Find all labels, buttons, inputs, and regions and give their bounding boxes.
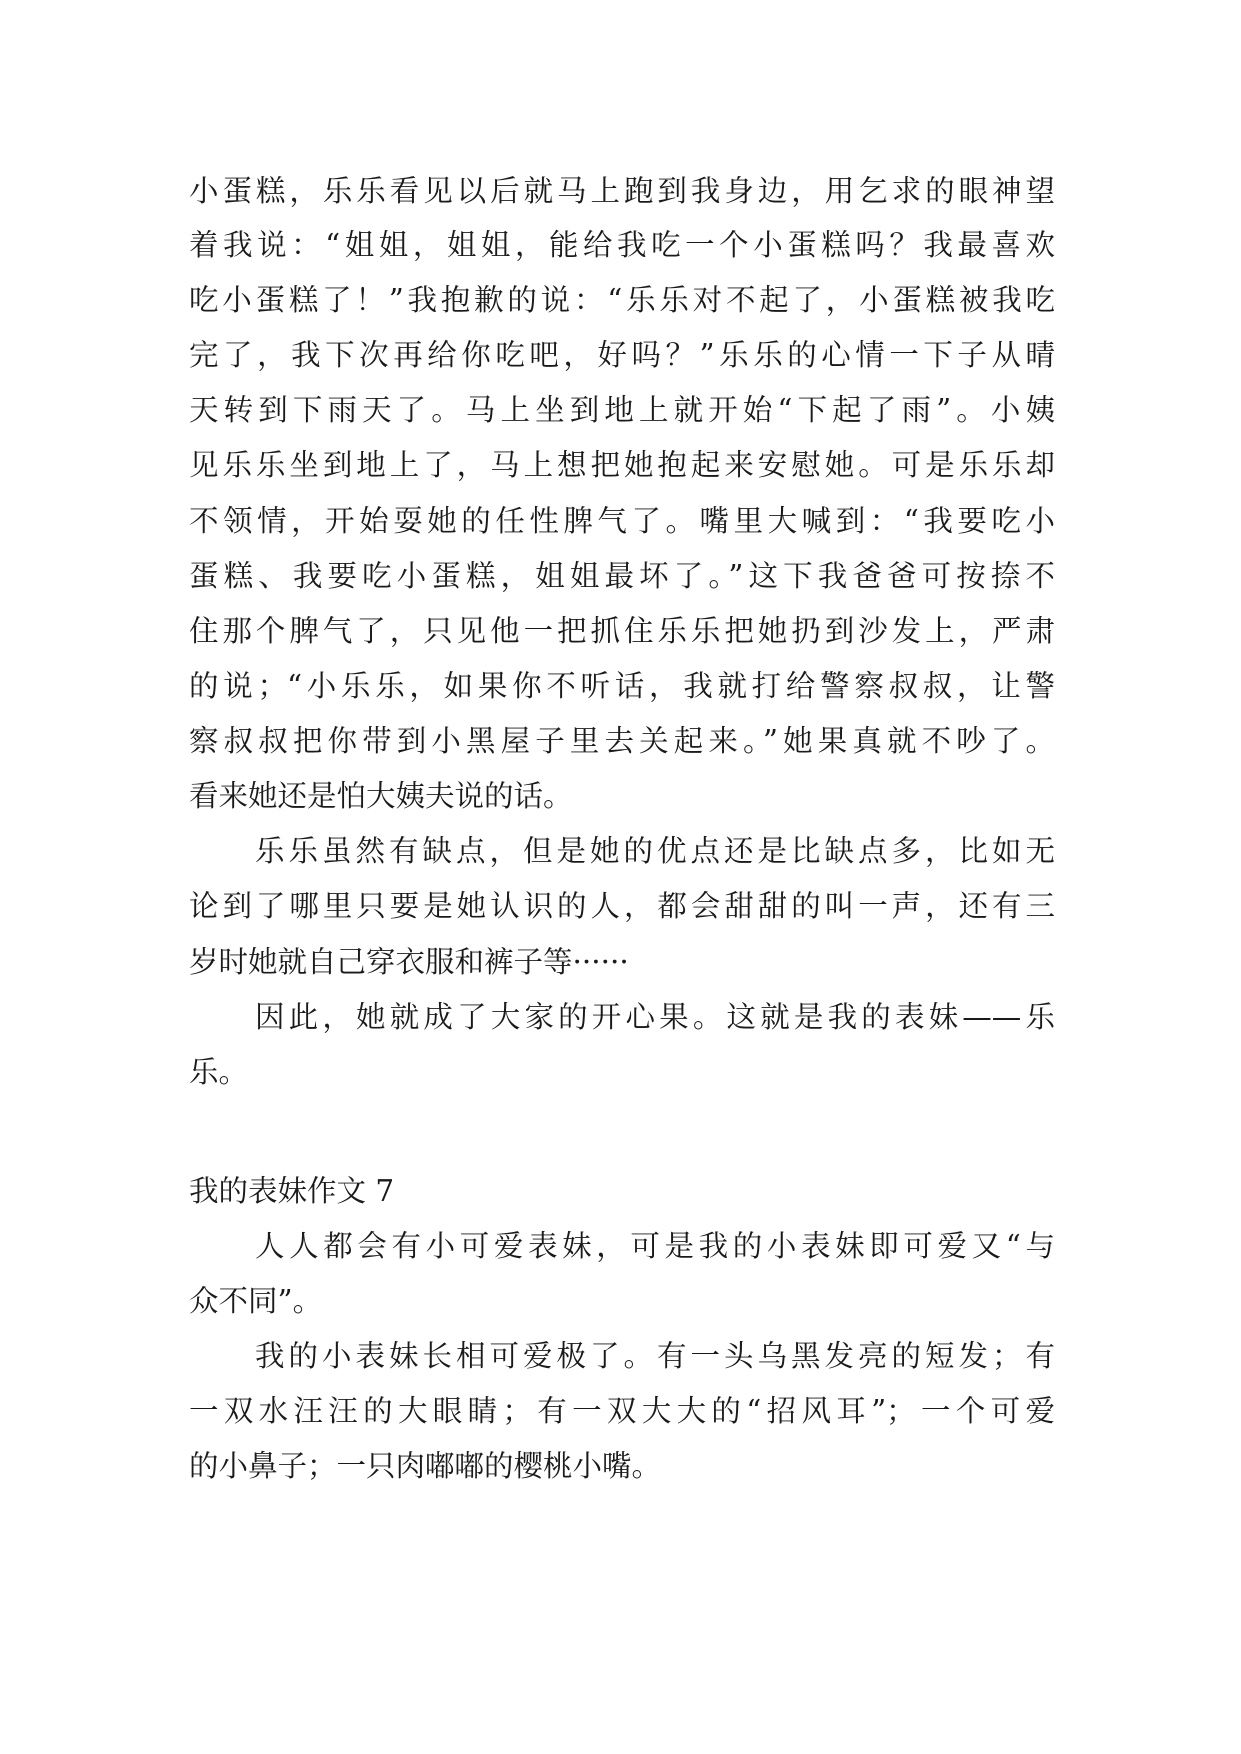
text-line: 天转到下雨天了。马上坐到地上就开始“下起了雨”。小姨 xyxy=(189,393,1055,427)
text-line: 一双水汪汪的大眼睛；有一双大大的“招风耳”；一个可爱 xyxy=(189,1394,1055,1428)
text-line: 见乐乐坐到地上了，马上想把她抱起来安慰她。可是乐乐却 xyxy=(189,448,1055,482)
text-line: 的说；“小乐乐，如果你不听话，我就打给警察叔叔，让警 xyxy=(189,669,1055,703)
text-line: 论到了哪里只要是她认识的人，都会甜甜的叫一声，还有三 xyxy=(189,889,1055,923)
text-line: 完了，我下次再给你吃吧，好吗？”乐乐的心情一下子从晴 xyxy=(189,338,1055,372)
text-line: 吃小蛋糕了！”我抱歉的说：“乐乐对不起了，小蛋糕被我吃 xyxy=(189,283,1055,317)
text-line: 察叔叔把你带到小黑屋子里去关起来。”她果真就不吵了。 xyxy=(189,724,1055,758)
text-line: 着我说：“姐姐，姐姐，能给我吃一个小蛋糕吗？我最喜欢 xyxy=(189,228,1055,262)
text-line: 人人都会有小可爱表妹，可是我的小表妹即可爱又“与 xyxy=(255,1229,1055,1263)
text-line: 岁时她就自己穿衣服和裤子等······ xyxy=(189,945,629,979)
text-line: 不领情，开始耍她的任性脾气了。嘴里大喊到：“我要吃小 xyxy=(189,504,1055,538)
text-line: 蛋糕、我要吃小蛋糕，姐姐最坏了。”这下我爸爸可按捺不 xyxy=(189,559,1055,593)
text-line: 乐。 xyxy=(189,1055,249,1089)
text-line: 住那个脾气了，只见他一把抓住乐乐把她扔到沙发上，严肃 xyxy=(189,614,1055,648)
section-heading: 我的表妹作文 7 xyxy=(189,1174,395,1208)
text-line: 众不同”。 xyxy=(189,1284,323,1318)
text-line: 的小鼻子；一只肉嘟嘟的樱桃小嘴。 xyxy=(189,1449,662,1483)
text-line: 我的小表妹长相可爱极了。有一头乌黑发亮的短发；有 xyxy=(255,1339,1055,1373)
text-line: 乐乐虽然有缺点，但是她的优点还是比缺点多，比如无 xyxy=(255,834,1055,868)
text-line: 看来她还是怕大姨夫说的话。 xyxy=(189,779,573,813)
text-line: 小蛋糕，乐乐看见以后就马上跑到我身边，用乞求的眼神望 xyxy=(189,174,1055,208)
text-line: 因此，她就成了大家的开心果。这就是我的表妹——乐 xyxy=(255,1000,1055,1034)
